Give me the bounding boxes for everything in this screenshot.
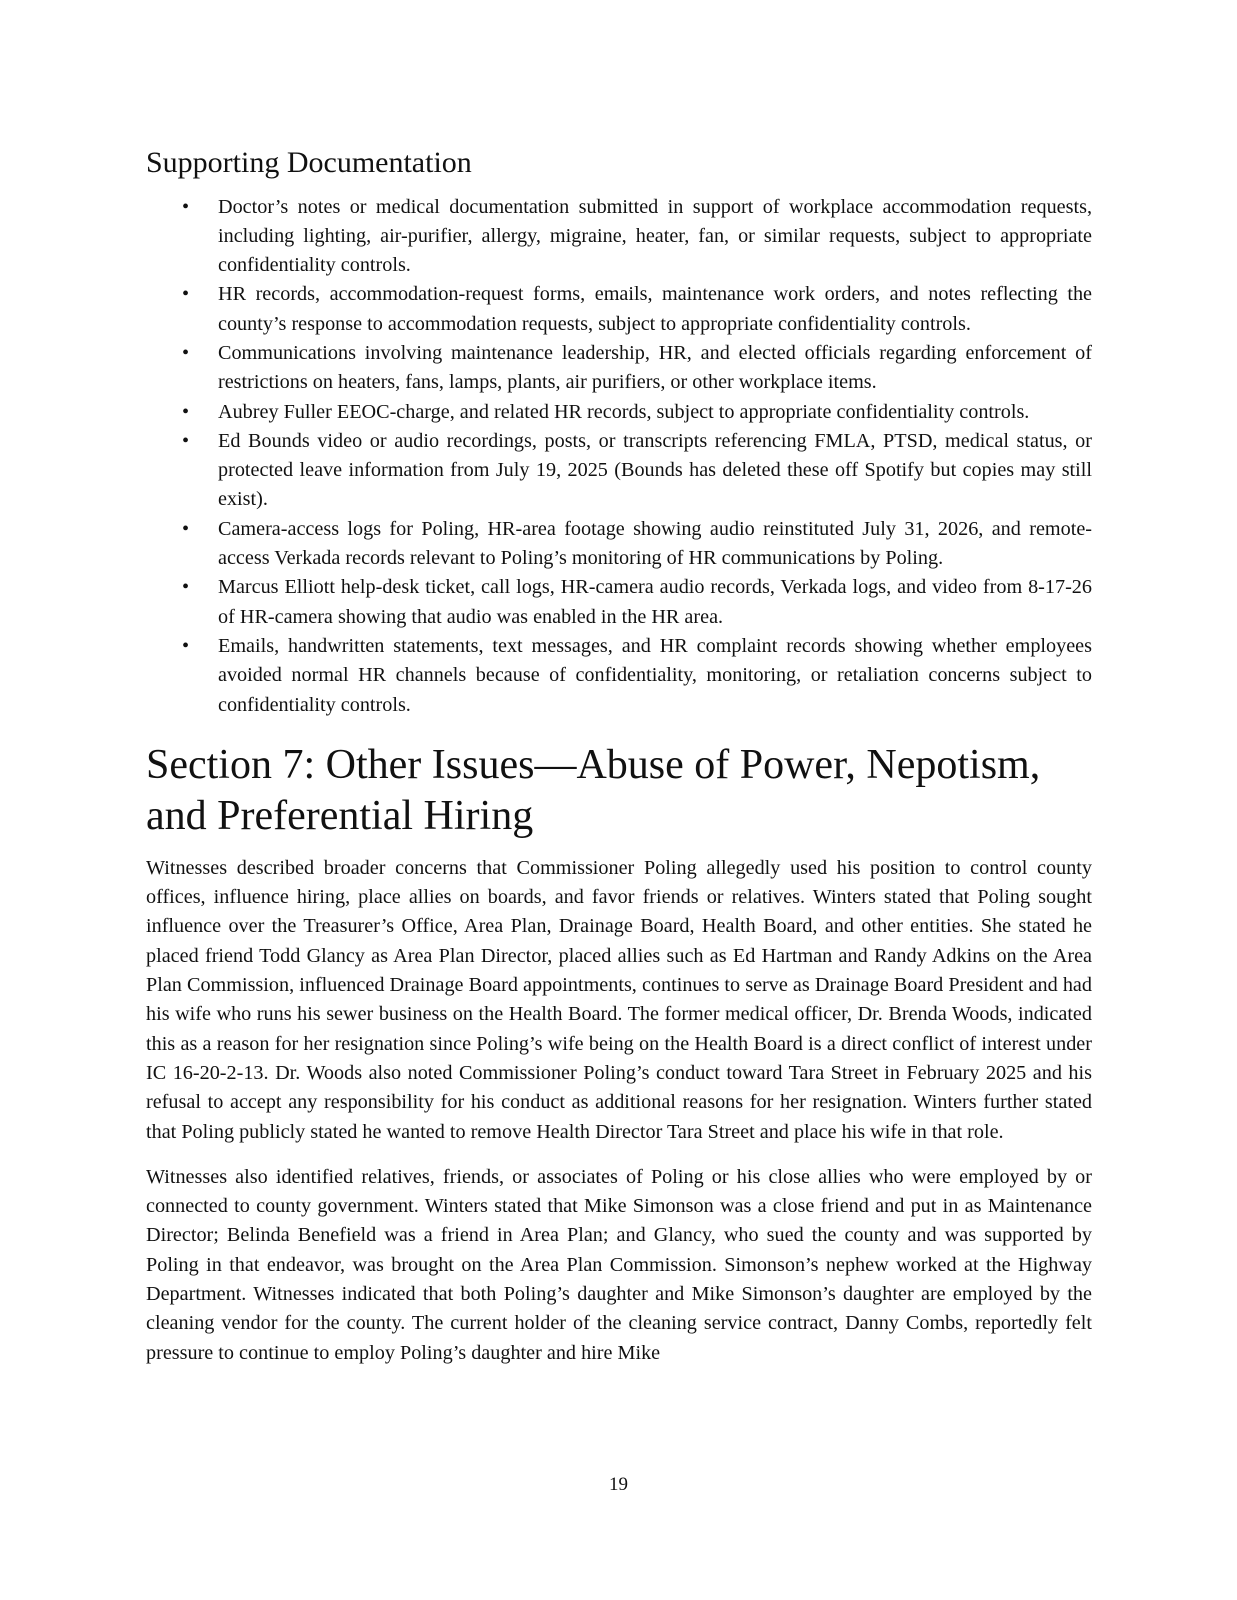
section-7-heading: Section 7: Other Issues—Abuse of Power, Nepotism, and Preferential Hiring xyxy=(146,741,1041,839)
section-7-paragraph-2: Witnesses also identified relatives, friends, or associates of Poling or his close allies who were employed by or connected to county government. Winters stated that Mike Simonson was a close friend and put in as Maintenance Director; Belinda Benefield was a friend in Area Plan; and Glancy, who sued the county and was supported by Poling in that endeavor, was brought on the Area Plan Commission. Simonson’s nephew worked at the Highway Department. Witnesses indicated that both Poling’s daughter and Mike Simonson’s daughter are employed by the cleaning vendor for the county. The current holder of the cleaning service contract, Danny Combs, reportedly felt pressure to continue to employ Poling’s daughter and hire Mike xyxy=(146,1165,1092,1364)
document-page xyxy=(146,146,1092,1384)
bullet-icon: • xyxy=(182,400,190,423)
list-item xyxy=(182,193,1092,281)
bullet-icon: • xyxy=(182,195,190,218)
list-item-text: Ed Bounds video or audio recordings, posts, or transcripts referencing FMLA, PTSD, medical status, or protected leave information from July 19, 2025 (Bounds has deleted these off Spotify but copies may still exist). xyxy=(218,429,1092,511)
list-item xyxy=(182,515,1092,574)
list-item xyxy=(182,632,1092,720)
list-item xyxy=(182,280,1092,339)
list-item-text: Doctor’s notes or medical documentation submitted in support of workplace accommodation requests, including lighting, air-purifier, allergy, migraine, heater, fan, or similar requests, subject to appropriate confidentiality controls. xyxy=(218,195,1092,277)
bullet-icon: • xyxy=(182,341,190,364)
bullet-icon: • xyxy=(182,576,190,599)
list-item-text: Camera-access logs for Poling, HR-area footage showing audio reinstituted July 31, 2026, and remote-access Verkada records relevant to Poling’s monitoring of HR communications by Poling. xyxy=(218,517,1092,570)
list-item xyxy=(182,339,1092,398)
bullet-icon: • xyxy=(182,429,190,452)
supporting-documentation-list xyxy=(146,193,1092,720)
list-item-text: Emails, handwritten statements, text messages, and HR complaint records showing whether employees avoided normal HR channels because of confidentiality, monitoring, or retaliation concerns subject to confidentiality controls. xyxy=(218,634,1092,716)
supporting-documentation-heading: Supporting Documentation xyxy=(146,146,472,179)
bullet-icon: • xyxy=(182,517,190,540)
bullet-icon: • xyxy=(182,634,190,657)
list-item-text: Communications involving maintenance leadership, HR, and elected officials regarding enforcement of restrictions on heaters, fans, lamps, plants, air purifiers, or other workplace items. xyxy=(218,341,1092,394)
list-item-text: HR records, accommodation-request forms, emails, maintenance work orders, and notes reflecting the county’s response to accommodation requests, subject to appropriate confidentiality controls. xyxy=(218,283,1092,335)
bullet-icon: • xyxy=(182,283,190,306)
page-number: 19 xyxy=(609,1474,628,1495)
list-item xyxy=(182,398,1092,427)
list-item xyxy=(182,427,1092,515)
list-item-text: Aubrey Fuller EEOC-charge, and related HR records, subject to appropriate confidentiality controls. xyxy=(218,400,1030,423)
list-item-text: Marcus Elliott help-desk ticket, call logs, HR-camera audio records, Verkada logs, and video from 8-17-26 of HR-camera showing that audio was enabled in the HR area. xyxy=(218,576,1092,628)
section-7-paragraph-1: Witnesses described broader concerns that Commissioner Poling allegedly used his position to control county offices, influence hiring, place allies on boards, and favor friends or relatives. Winters stated that Poling sought influence over the Treasurer’s Office, Area Plan, Drainage Board, Health Board, and other entities. She stated he placed friend Todd Glancy as Area Plan Director, placed allies such as Ed Hartman and Randy Adkins on the Area Plan Commission, influenced Drainage Board appointments, continues to serve as Drainage Board President and had his wife who runs his sewer business on the Health Board. The former medical officer, Dr. Brenda Woods, indicated this as a reason for her resignation since Poling’s wife being on the Health Board is a direct conflict of interest under IC 16-20-2-13. Dr. Woods also noted Commissioner Poling’s conduct toward Tara Street in February 2025 and his refusal to accept any responsibility for his conduct as additional reasons for her resignation. Winters further stated that Poling publicly stated he wanted to remove Health Director Tara Street and place his wife in that role. xyxy=(146,856,1092,1143)
list-item xyxy=(182,573,1092,632)
